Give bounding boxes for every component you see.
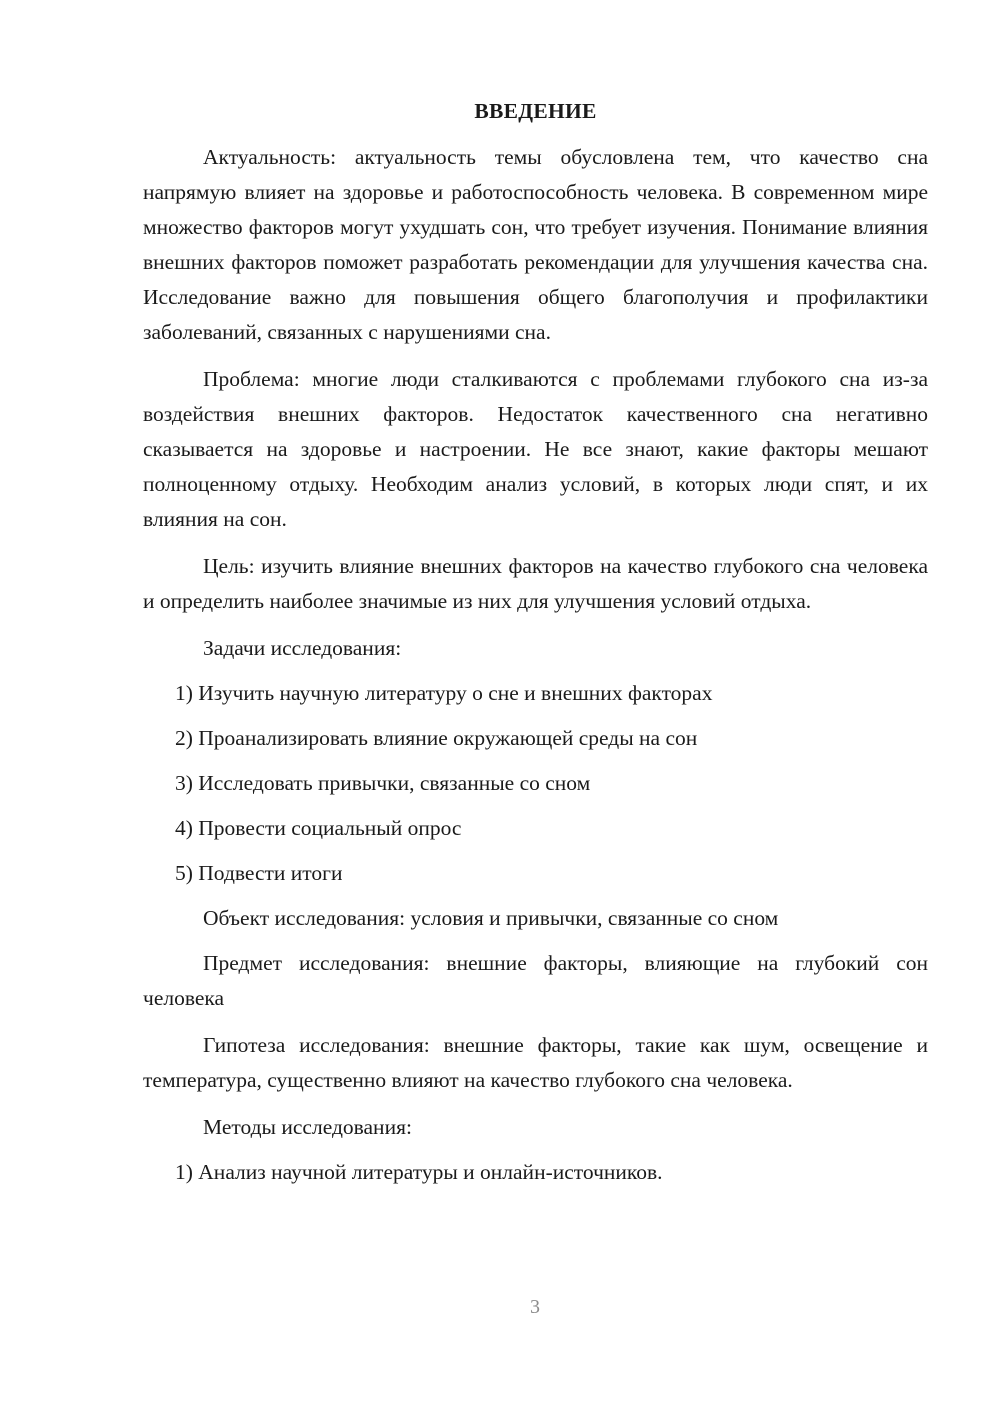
list-item: 1) Анализ научной литературы и онлайн-источников. [175, 1160, 663, 1184]
document-page [143, 96, 928, 1200]
list-item: 3) Исследовать привычки, связанные со сном [175, 771, 591, 795]
tasks-heading: Задачи исследования: [203, 636, 402, 660]
list-item: 2) Проанализировать влияние окружающей среды на сон [175, 726, 698, 750]
hypothesis-paragraph: Гипотеза исследования: внешние факторы, такие как шум, освещение и температура, существенно влияют на качество глубокого сна человека. [143, 1033, 928, 1092]
problem-paragraph: Проблема: многие люди сталкиваются с проблемами глубокого сна из-за воздействия внешних факторов. Недостаток качественного сна негативно сказывается на здоровье и настроении. Не все знают, какие факторы мешают полноценному отдыху. Необходим анализ условий, в которых люди спят, и их влияния на сон. [143, 367, 928, 531]
page-title: ВВЕДЕНИЕ [474, 99, 597, 123]
object-paragraph: Объект исследования: условия и привычки, связанные со сном [203, 906, 779, 930]
page-number: 3 [530, 1296, 540, 1318]
goal-paragraph: Цель: изучить влияние внешних факторов на качество глубокого сна человека и определить наиболее значимые из них для улучшения условий отдыха. [143, 554, 928, 613]
list-item: 1) Изучить научную литературу о сне и внешних факторах [175, 681, 713, 705]
list-item: 5) Подвести итоги [175, 861, 343, 885]
list-item: 4) Провести социальный опрос [175, 816, 462, 840]
methods-heading: Методы исследования: [203, 1115, 412, 1139]
relevance-paragraph: Актуальность: актуальность темы обусловлена тем, что качество сна напрямую влияет на здоровье и работоспособность человека. В современном мире множество факторов могут ухудшать сон, что требует изучения. Понимание влияния внешних факторов поможет разработать рекомендации для улучшения качества сна. Исследование важно для повышения общего благополучия и профилактики заболеваний, связанных с нарушениями сна. [143, 145, 928, 344]
subject-paragraph: Предмет исследования: внешние факторы, влияющие на глубокий сон человека [143, 951, 928, 1010]
tasks-list [143, 676, 928, 891]
methods-list [143, 1155, 928, 1190]
